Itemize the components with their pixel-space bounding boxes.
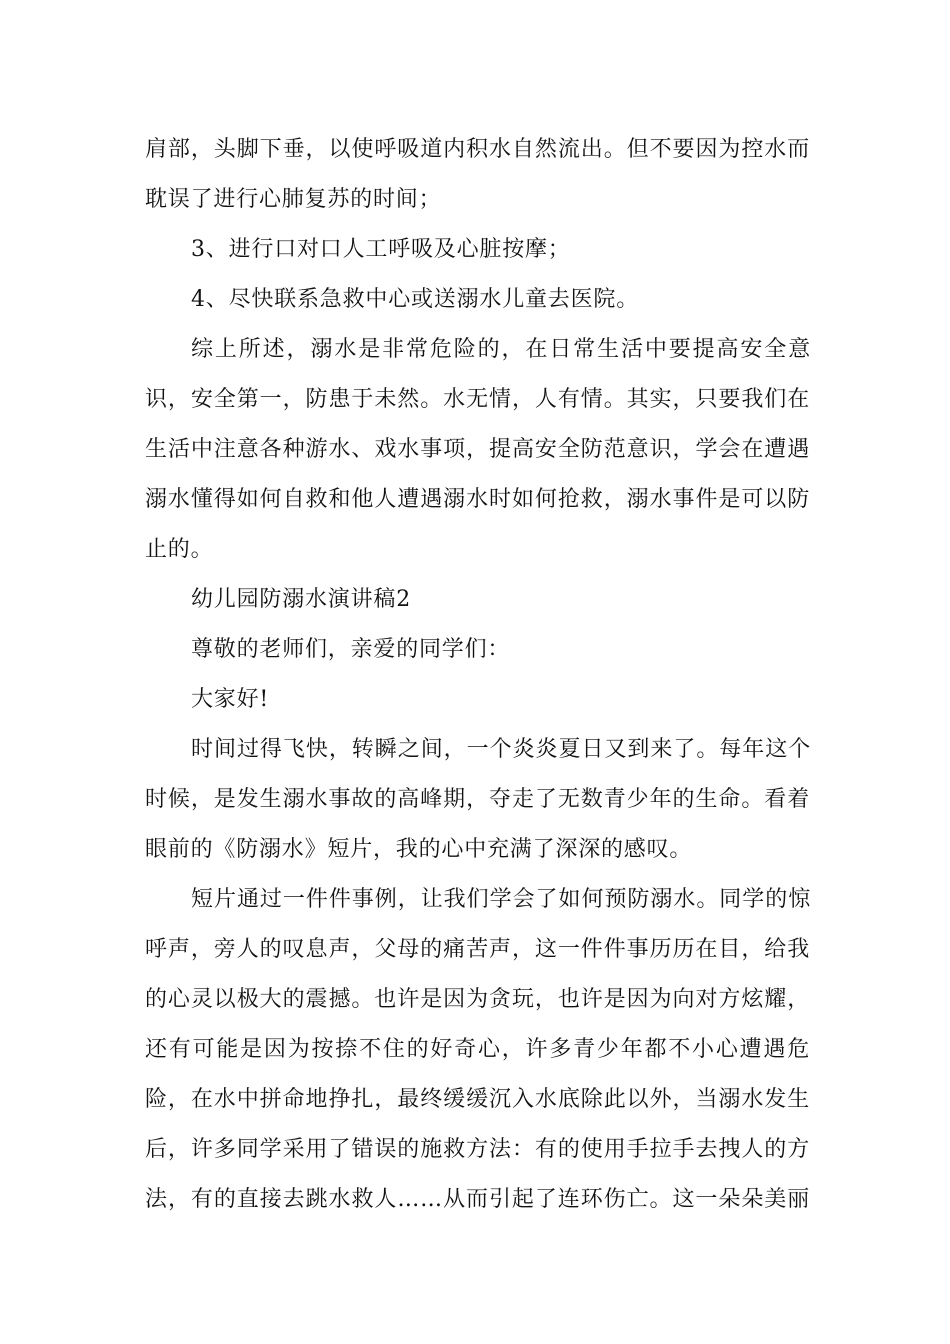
text-line: 还有可能是因为按捺不住的好奇心，许多青少年都不小心遭遇危 xyxy=(145,1037,810,1062)
section-heading: 幼儿园防溺水演讲稿2 xyxy=(191,587,411,612)
text-line: 短片通过一件件事例，让我们学会了如何预防溺水。同学的惊 xyxy=(191,887,811,912)
text-line: 时间过得飞快，转瞬之间，一个炎炎夏日又到来了。每年这个 xyxy=(191,737,811,762)
text-line: 的心灵以极大的震撼。也许是因为贪玩，也许是因为向对方炫耀， xyxy=(145,987,810,1012)
text-line: 大家好! xyxy=(191,687,270,712)
text-line: 生活中注意各种游水、戏水事项，提高安全防范意识，学会在遭遇 xyxy=(145,437,810,462)
text-line: 呼声，旁人的叹息声，父母的痛苦声，这一件件事历历在目，给我 xyxy=(145,937,810,962)
text-line: 4、尽快联系急救中心或送溺水儿童去医院。 xyxy=(191,287,639,312)
text-line: 法，有的直接去跳水救人……从而引起了连环伤亡。这一朵朵美丽 xyxy=(145,1187,810,1212)
text-line: 尊敬的老师们，亲爱的同学们： xyxy=(191,637,511,662)
text-line: 时候，是发生溺水事故的高峰期，夺走了无数青少年的生命。看着 xyxy=(145,787,810,812)
text-line: 耽误了进行心肺复苏的时间； xyxy=(145,187,442,212)
text-line: 眼前的《防溺水》短片，我的心中充满了深深的感叹。 xyxy=(145,837,693,862)
text-line: 综上所述，溺水是非常危险的，在日常生活中要提高安全意 xyxy=(191,337,811,362)
text-line: 后，许多同学采用了错误的施救方法：有的使用手拉手去拽人的方 xyxy=(145,1137,810,1162)
text-line: 止的。 xyxy=(145,537,214,562)
text-line: 肩部，头脚下垂，以使呼吸道内积水自然流出。但不要因为控水而 xyxy=(145,137,810,162)
text-line: 识，安全第一，防患于未然。水无情，人有情。其实，只要我们在 xyxy=(145,387,810,412)
text-line: 溺水懂得如何自救和他人遭遇溺水时如何抢救，溺水事件是可以防 xyxy=(145,487,810,512)
text-line: 3、进行口对口人工呼吸及心脏按摩； xyxy=(191,237,571,262)
text-line: 险，在水中拼命地挣扎，最终缓缓沉入水底除此以外，当溺水发生 xyxy=(145,1087,810,1112)
